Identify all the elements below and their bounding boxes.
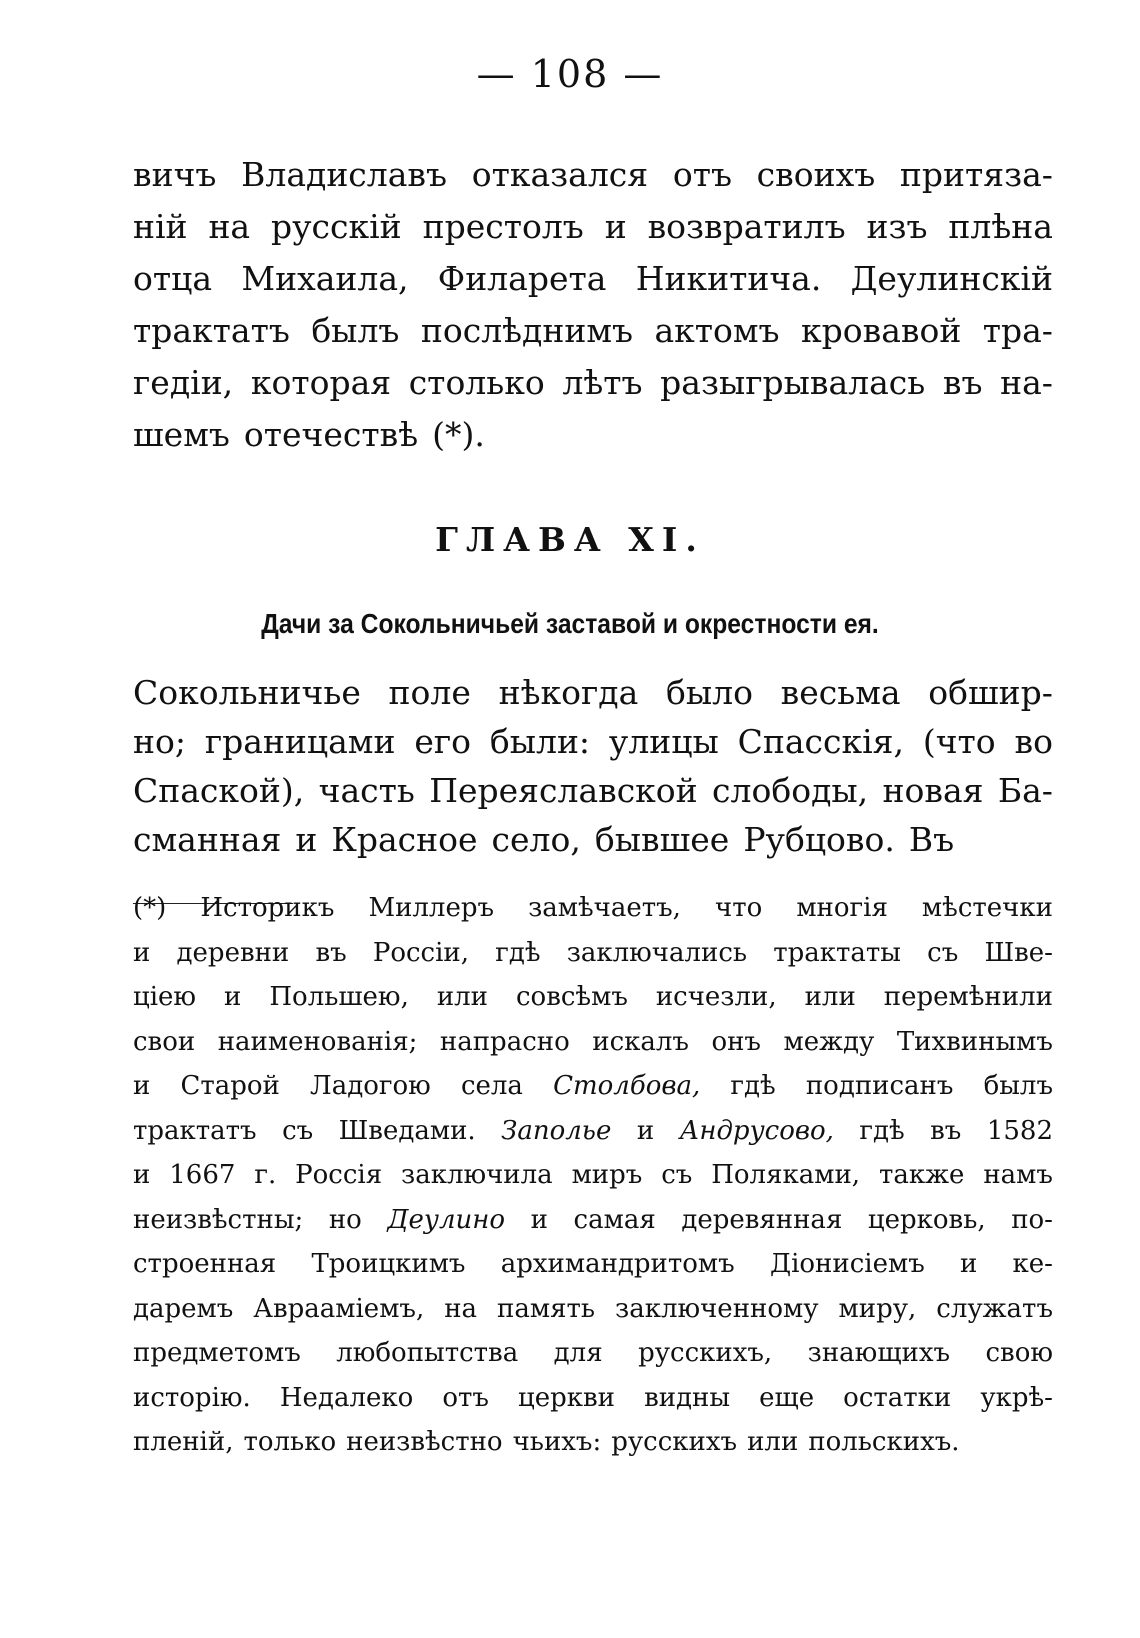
continuation-line: трактатъ былъ послѣднимъ актомъ кровавой тра- xyxy=(133,311,1053,350)
footnote-line: и Старой Ладогою села Столбова, гдѣ подписанъ былъ xyxy=(133,1071,1053,1101)
continuation-line: гедіи, которая столько лѣтъ разыгрывалась въ на- xyxy=(133,363,1053,402)
chapter-text-line: но; границами его были: улицы Спасскія, (что во xyxy=(133,722,1053,761)
chapter-title: ГЛАВА XI. xyxy=(435,520,705,559)
page-number: — 108 — xyxy=(476,52,664,96)
footnote-line: даремъ Авраамiемъ, на память заключенному миру, служатъ xyxy=(133,1293,1053,1324)
footnote-line: свои наименованія; напрасно искалъ онъ между Тихвинымъ xyxy=(133,1026,1053,1057)
footnote-line: неизвѣстны; но Деулино и самая деревянная церковь, по- xyxy=(133,1204,1053,1235)
footnote-line: предметомъ любопытства для русскихъ, знающихъ свою xyxy=(133,1338,1053,1368)
continuation-line: отца Михаила, Филарета Никитича. Деулинскій xyxy=(133,259,1053,298)
chapter-text-line: сманная и Красное село, бывшее Рубцово. Въ xyxy=(133,820,955,859)
footnote-line: трактатъ съ Шведами. Заполье и Андрусово, гдѣ въ 1582 xyxy=(133,1115,1053,1146)
continuation-line: ній на русскій престолъ и возвратилъ изъ плѣна xyxy=(133,207,1053,246)
footnote-line: и деревни въ Россіи, гдѣ заключались трактаты съ Шве- xyxy=(133,937,1053,968)
footnote-line: исторію. Недалеко отъ церкви видны еще остатки укрѣ- xyxy=(133,1382,1053,1413)
footnote-line: (*) Историкъ Миллеръ замѣчаетъ, что многія мѣстечки xyxy=(133,893,1053,923)
chapter-subtitle: Дачи за Сокольничьей заставой и окрестности ея. xyxy=(261,608,879,639)
footnote-line: строенная Троицкимъ архимандритомъ Діонисіемъ и ке- xyxy=(133,1249,1053,1279)
chapter-text-line: Спаской), часть Переяславской слободы, новая Ба- xyxy=(133,771,1053,810)
footnote-line: пленій, только неизвѣстно чьихъ: русскихъ или польскихъ. xyxy=(133,1427,960,1457)
footnote-line: и 1667 г. Россія заключила миръ съ Поляками, также намъ xyxy=(133,1160,1053,1190)
chapter-text-line: Сокольничье поле нѣкогда было весьма обшир- xyxy=(133,673,1053,712)
continuation-line: вичъ Владиславъ отказался отъ своихъ притяза- xyxy=(133,155,1053,194)
footnote-line: ціею и Польшею, или совсѣмъ исчезли, или перемѣнили xyxy=(133,982,1053,1012)
continuation-line: шемъ отечествѣ (*). xyxy=(133,415,485,454)
